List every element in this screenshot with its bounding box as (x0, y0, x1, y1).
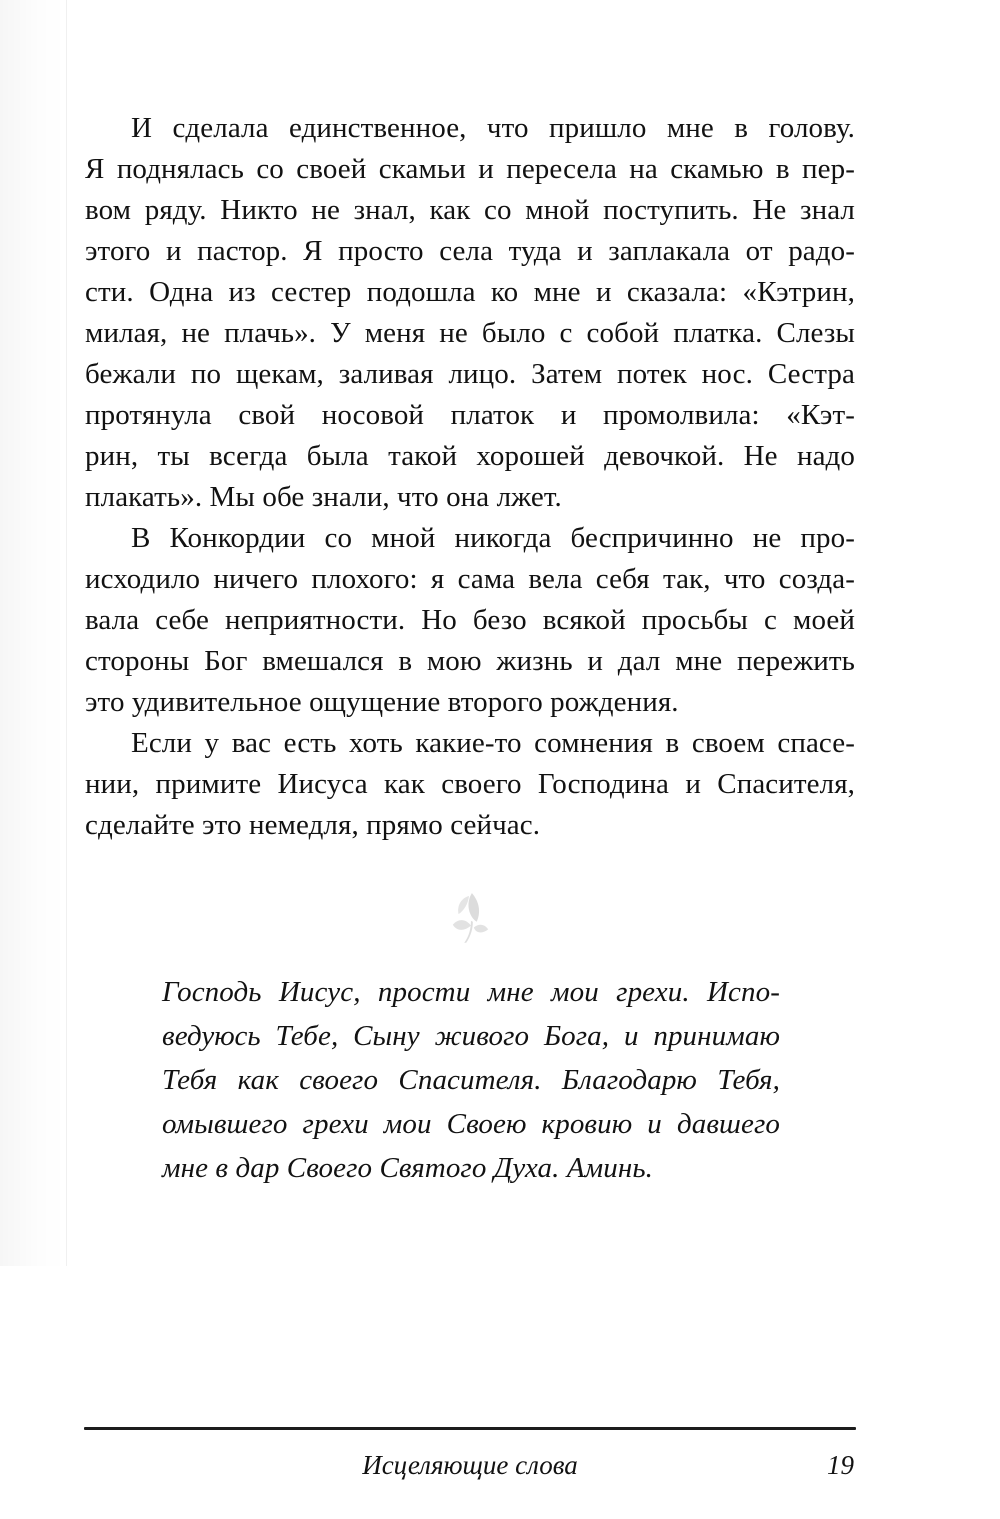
text-line: это удивительное ощущение второго рождения. (85, 686, 679, 718)
page-number: 19 (827, 1450, 854, 1480)
prayer-text-block (162, 970, 780, 1190)
text-line: милая, не плачь». У меня не было с собой платка. Слезы (85, 317, 855, 349)
section-break-ornament (85, 886, 855, 948)
text-line: этого и пастор. Я просто села туда и заплакала от радо- (85, 235, 855, 267)
body-paragraph-3 (85, 723, 855, 846)
prayer-line: мне в дар Своего Святого Духа. Аминь. (162, 1152, 653, 1184)
text-line: Если у вас есть хоть какие-то сомнения в своем спасе- (131, 727, 855, 759)
text-line: протянула свой носовой платок и промолвила: «Кэт- (85, 399, 855, 431)
text-line: бежали по щекам, заливая лицо. Затем потек нос. Сестра (85, 358, 855, 390)
prayer-line: Тебя как своего Спасителя. Благодарю Тебя, (162, 1064, 780, 1096)
text-line: стороны Бог вмешался в мою жизнь и дал мне пережить (85, 645, 855, 677)
fleuron-icon (449, 889, 491, 945)
text-line: исходило ничего плохого: я сама вела себя так, что созда- (85, 563, 855, 595)
running-footer-title: Исцеляющие слова (362, 1450, 578, 1480)
text-line: вом ряду. Никто не знал, как со мной поступить. Не знал (85, 194, 855, 226)
text-line: И сделала единственное, что пришло мне в голову. (131, 112, 855, 144)
text-line: вала себе неприятности. Но безо всякой просьбы с моей (85, 604, 855, 636)
footer-rule (84, 1427, 856, 1430)
text-line: Я поднялась со своей скамьи и пересела на скамью в пер- (85, 153, 855, 185)
body-text-block (85, 108, 855, 846)
scan-edge-artifact (0, 0, 67, 1266)
text-line: плакать». Мы обе знали, что она лжет. (85, 481, 562, 513)
text-line: В Конкордии со мной никогда беспричинно не про- (131, 522, 855, 554)
prayer-line: Господь Иисус, прости мне мои грехи. Испо- (162, 976, 780, 1008)
text-line: рин, ты всегда была такой хорошей девочкой. Не надо (85, 440, 855, 472)
prayer-line: омывшего грехи мои Своею кровию и давшего (162, 1108, 780, 1140)
prayer-line: ведуюсь Тебе, Сыну живого Бога, и принимаю (162, 1020, 780, 1052)
text-line: сделайте это немедля, прямо сейчас. (85, 809, 541, 841)
body-paragraph-1 (85, 108, 855, 518)
text-line: нии, примите Иисуса как своего Господина и Спасителя, (85, 768, 855, 800)
text-line: сти. Одна из сестер подошла ко мне и сказала: «Кэтрин, (85, 276, 855, 308)
body-paragraph-2 (85, 518, 855, 723)
